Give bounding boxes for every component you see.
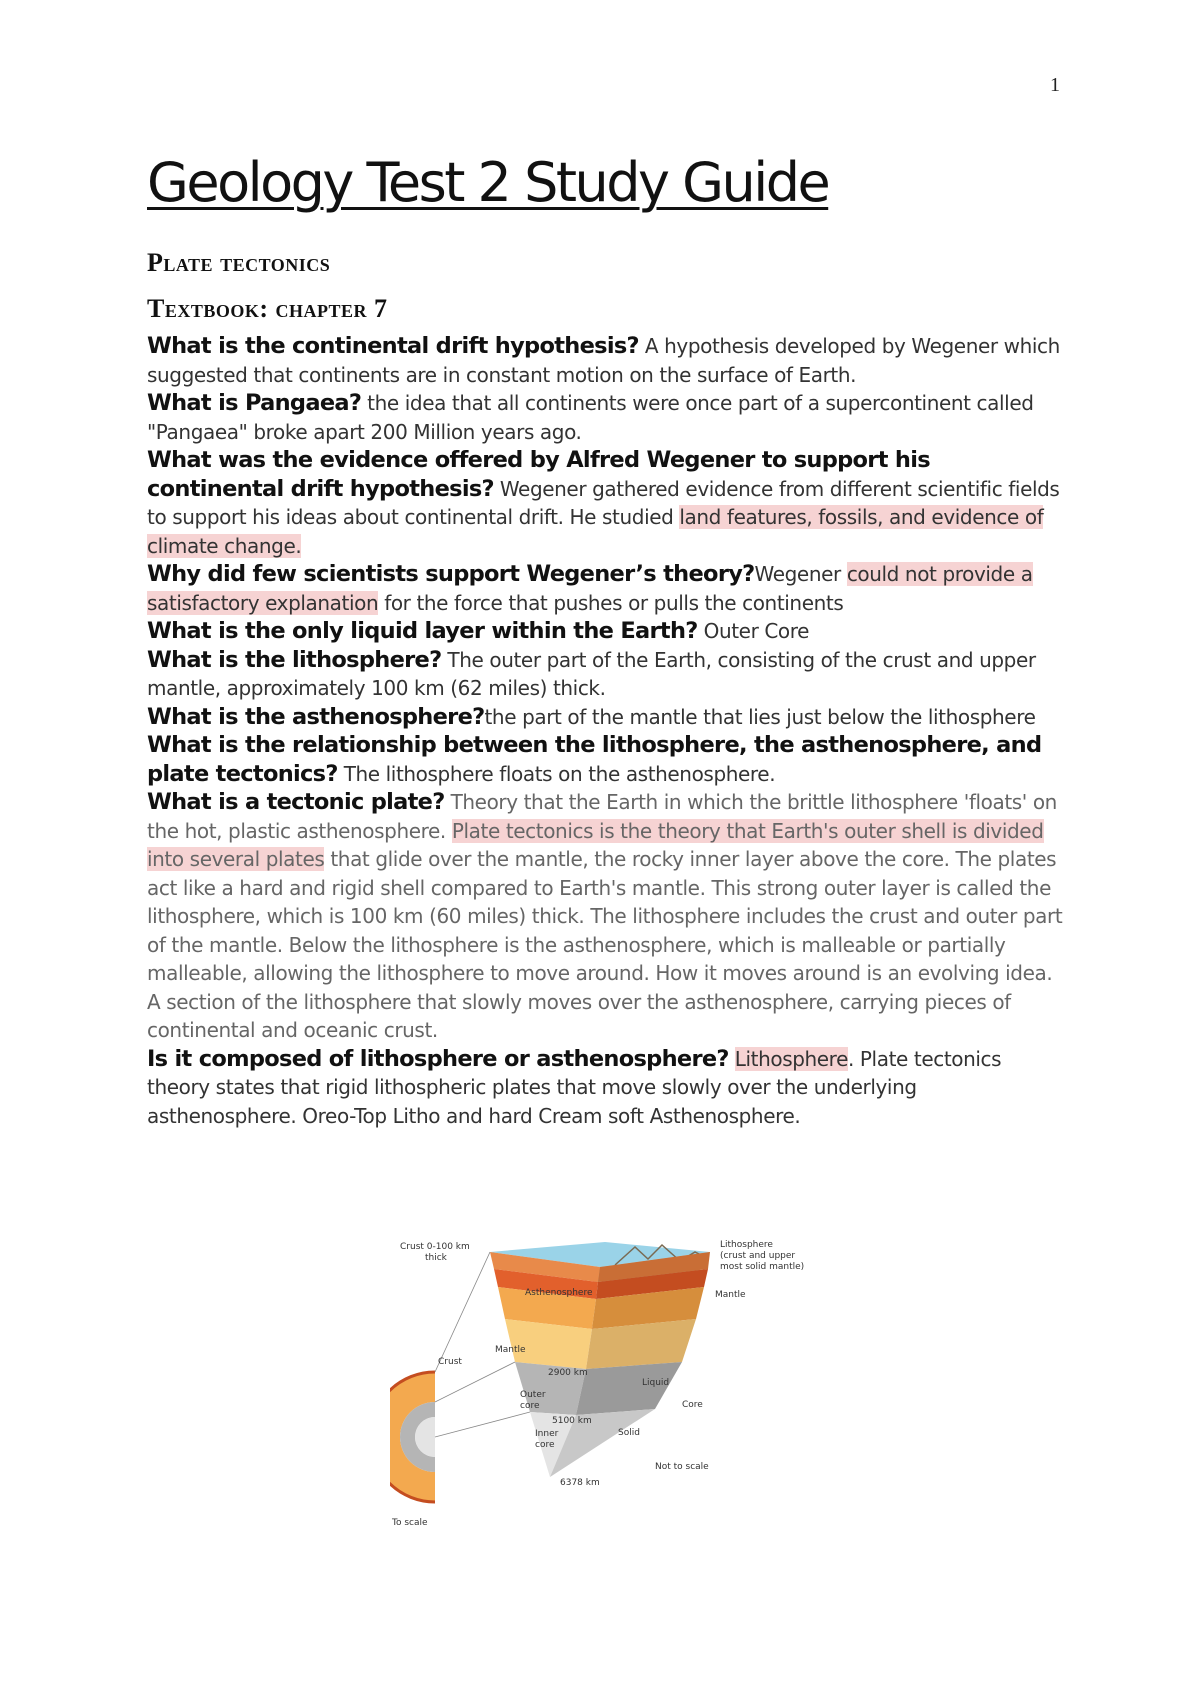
question-text: What is Pangaea? [147, 390, 362, 416]
answer-text: . Plate tectonics theory states that rigid lithospheric plates that move slowly over the underlying asthenosphere. Oreo-Top Litho and hard Cream soft Asthenosphere. [147, 1046, 1002, 1128]
label-core: Core [682, 1400, 703, 1410]
label-crust-thick-2: thick [425, 1253, 447, 1263]
section-heading-textbook-chapter: Textbook: chapter 7 [147, 294, 388, 323]
qa-item [147, 1045, 1067, 1131]
document-body [147, 148, 1067, 1130]
page-number: 1 [1050, 74, 1060, 96]
label-asthenosphere: Asthenosphere [525, 1288, 593, 1298]
label-depth-2900: 2900 km [548, 1368, 588, 1378]
document-title: Geology Test 2 Study Guide [147, 151, 829, 214]
label-outer-core-2: core [520, 1401, 540, 1411]
qa-item [147, 389, 1067, 446]
question-text: What is the lithosphere? [147, 646, 442, 673]
label-solid: Solid [618, 1428, 640, 1438]
qa-item [147, 703, 1067, 732]
qa-list [147, 332, 1067, 1130]
section-heading-plate-tectonics: Plate tectonics [147, 248, 331, 277]
label-crust: Crust [438, 1357, 462, 1367]
outer-core-right [576, 1362, 682, 1415]
label-lithosphere: Lithosphere [720, 1240, 773, 1250]
question-text: Why did few scientists support Wegener’s theory? [147, 561, 755, 587]
answer-text: The outer part of the Earth, consisting of the crust and upper mantle, approximately 100 km (62 miles) thick. [147, 647, 1036, 700]
answer-text: that glide over the mantle, the rocky inner layer above the core. The plates act like a hard and rigid shell compared to Earth's mantle. This strong outer layer is called the lithosphere, which is 100 km (60 miles) thick. The lithosphere includes the crust and outer part of the mantle. Below the lithosphere is the asthenosphere, which is malleable or partially malleable, allowing the lithosphere to move around. How it moves around is an evolving idea. A section of the lithosphere that slowly moves over the asthenosphere, carrying pieces of continental and oceanic crust. [147, 847, 1063, 1042]
label-not-to-scale: Not to scale [655, 1462, 709, 1472]
answer-text: A hypothesis developed by Wegener which suggested that continents are in constant motion on the surface of Earth. [147, 334, 1060, 387]
answer-text: Theory that the Earth in which the brittle lithosphere 'floats' on the hot, plastic asthenosphere. [147, 790, 1057, 843]
label-depth-6378: 6378 km [560, 1478, 600, 1488]
label-to-scale: To scale [392, 1518, 428, 1528]
answer-text: the idea that all continents were once part of a supercontinent called "Pangaea" broke apart 200 Million years ago. [147, 391, 1034, 444]
highlighted-answer-text: land features, fossils, and evidence of climate change. [147, 505, 1044, 558]
qa-item [147, 446, 1067, 560]
answer-text: Wegener [754, 562, 847, 586]
qa-item [147, 617, 1067, 646]
highlighted-answer-text: Lithosphere [734, 1046, 848, 1071]
leader-line-mid [435, 1362, 515, 1402]
label-mantle-left: Mantle [495, 1345, 526, 1355]
label-crust-thick: Crust 0-100 km [400, 1242, 470, 1252]
answer-text: Wegener gathered evidence from different scientific fields to support his ideas about continental drift. He studied [147, 476, 1060, 529]
qa-item [147, 788, 1067, 1045]
label-inner-core: Inner [535, 1429, 559, 1439]
question-text: What is a tectonic plate? [147, 789, 445, 815]
highlighted-answer-text: could not provide a satisfactory explanation [147, 562, 1033, 615]
question-text: What was the evidence offered by Alfred Wegener to support his continental drift hypothesis? [147, 447, 930, 502]
question-text: What is the continental drift hypothesis? [147, 333, 639, 359]
label-liquid: Liquid [642, 1378, 670, 1388]
answer-text: Outer Core [697, 619, 810, 643]
qa-item [147, 332, 1067, 389]
label-inner-core-2: core [535, 1440, 555, 1450]
label-outer-core: Outer [520, 1390, 546, 1400]
label-depth-5100: 5100 km [552, 1416, 592, 1426]
answer-text: The lithosphere floats on the asthenosphere. [337, 761, 776, 786]
answer-text: for the force that pushes or pulls the continents [378, 590, 844, 615]
question-text: What is the relationship between the lithosphere, the asthenosphere, and plate tectonics? [147, 732, 1042, 787]
question-text: Is it composed of lithosphere or asthenosphere? [147, 1045, 729, 1072]
qa-item [147, 731, 1067, 788]
label-mantle-right: Mantle [715, 1290, 746, 1300]
earth-layers-diagram [390, 1237, 840, 1532]
label-lithosphere-2: (crust and upper [720, 1251, 796, 1261]
question-text: What is the asthenosphere? [147, 703, 485, 730]
qa-item [147, 646, 1067, 703]
label-lithosphere-3: most solid mantle) [720, 1262, 805, 1272]
question-text: What is the only liquid layer within the Earth? [147, 618, 698, 644]
answer-text [729, 1047, 735, 1071]
leader-line-top [435, 1252, 490, 1372]
answer-text: the part of the mantle that lies just below the lithosphere [484, 704, 1036, 729]
qa-item [147, 560, 1067, 617]
leader-line-low [435, 1412, 530, 1437]
highlighted-answer-text: Plate tectonics is the theory that Earth's outer shell is divided into several plates [147, 818, 1044, 871]
